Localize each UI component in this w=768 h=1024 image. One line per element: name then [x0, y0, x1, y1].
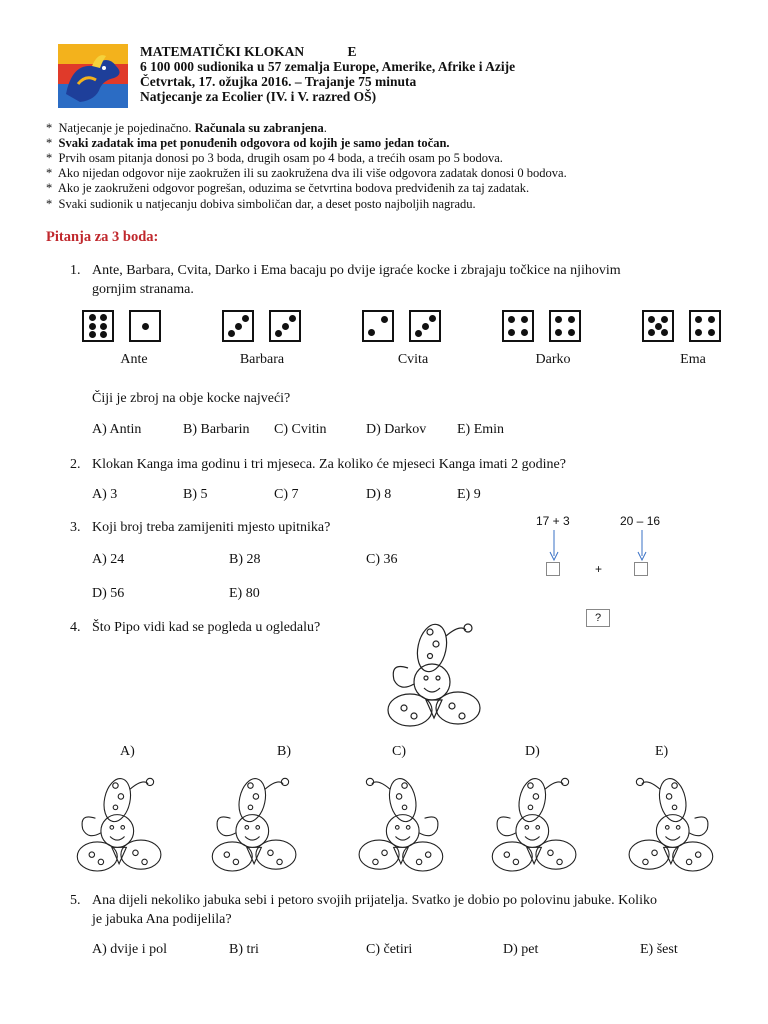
expr-right: 20 – 16 — [620, 514, 661, 528]
die-face — [269, 310, 301, 342]
answer-option[interactable]: B) Barbarin — [183, 422, 250, 437]
pip-dot — [100, 323, 107, 330]
pip-dot — [655, 323, 662, 330]
pip-dot — [100, 331, 107, 338]
pip-dot — [521, 316, 528, 323]
answer-option[interactable]: A) 3 — [92, 487, 118, 502]
pip-dot — [661, 316, 668, 323]
answer-option[interactable]: B) 28 — [229, 552, 261, 567]
result-box: ? — [586, 609, 610, 627]
category-letter: E — [347, 44, 357, 59]
answer-option[interactable]: D) 8 — [366, 487, 392, 502]
dice-label: Ema — [680, 352, 706, 367]
answer-option[interactable]: B) 5 — [183, 487, 208, 502]
section-title: Pitanja za 3 boda: — [46, 229, 159, 245]
question-number: 4. — [70, 620, 81, 635]
pip-dot — [142, 323, 149, 330]
die-face — [82, 310, 114, 342]
rule-item: * Svaki zadatak ima pet ponuđenih odgovora od kojih je samo jedan točan. — [46, 136, 450, 150]
question-number: 5. — [70, 893, 81, 908]
pip-dot — [100, 314, 107, 321]
die-face — [409, 310, 441, 342]
answer-option[interactable]: D) pet — [503, 942, 539, 957]
pip-dot — [568, 316, 575, 323]
pip-dot — [555, 316, 562, 323]
diagram-arrows — [540, 528, 660, 564]
pip-dot — [429, 315, 436, 322]
pip-dot — [708, 329, 715, 336]
answer-option[interactable]: E) 80 — [229, 586, 260, 601]
pip-dot — [661, 329, 668, 336]
answer-option[interactable]: C) 7 — [274, 487, 299, 502]
pip-dot — [228, 330, 235, 337]
question-number: 1. — [70, 263, 81, 278]
kangaroo-logo — [58, 44, 128, 108]
die-face — [362, 310, 394, 342]
pip-dot — [381, 316, 388, 323]
pip-dot — [89, 314, 96, 321]
dice-label: Darko — [535, 352, 571, 367]
blank-box — [546, 562, 560, 576]
answer-option[interactable]: D) Darkov — [366, 422, 427, 437]
answer-option[interactable]: E) Emin — [457, 422, 505, 437]
pip-dot — [289, 315, 296, 322]
answer-option[interactable]: E) 9 — [457, 487, 481, 502]
question-text: je jabuka Ana podijelila? — [92, 912, 232, 927]
date-line: Četvrtak, 17. ožujka 2016. – Trajanje 75 minuta — [140, 74, 417, 89]
pip-dot — [275, 330, 282, 337]
pip-dot — [555, 329, 562, 336]
pip-dot — [368, 329, 375, 336]
question-text: Koji broj treba zamijeniti mjesto upitnika? — [92, 520, 331, 535]
answer-option[interactable]: A) 24 — [92, 552, 125, 567]
dice-label: Ante — [120, 352, 148, 367]
pip-dot — [508, 329, 515, 336]
butterfly-clown-option[interactable] — [620, 766, 720, 876]
pip-dot — [89, 323, 96, 330]
answer-option[interactable]: B) tri — [229, 942, 259, 957]
answer-option[interactable]: B) — [277, 744, 291, 759]
pip-dot — [648, 329, 655, 336]
answer-option[interactable]: C) 36 — [366, 552, 398, 567]
question-text: gornjim stranama. — [92, 282, 194, 297]
pip-dot — [695, 329, 702, 336]
question-text: Klokan Kanga ima godinu i tri mjeseca. Za koliko će mjeseci Kanga imati 2 godine? — [92, 457, 566, 472]
rule-item: * Prvih osam pitanja donosi po 3 boda, drugih osam po 4 boda, a trećih osam po 5 bodova. — [46, 151, 503, 165]
question-text: Ante, Barbara, Cvita, Darko i Ema bacaju po dvije igraće kocke i zbrajaju točkice na njihovim — [92, 263, 621, 278]
question-text: Što Pipo vidi kad se pogleda u ogledalu? — [92, 620, 321, 635]
pip-dot — [242, 315, 249, 322]
butterfly-clown-original — [380, 612, 490, 730]
answer-option[interactable]: D) 56 — [92, 586, 125, 601]
die-face — [502, 310, 534, 342]
die-face — [129, 310, 161, 342]
answer-option[interactable]: D) — [525, 744, 540, 759]
contest-title: MATEMATIČKI KLOKAN — [140, 44, 305, 59]
rule-item: * Svaki sudionik u natjecanju dobiva simboličan dar, a deset posto najboljih nagradu. — [46, 197, 476, 211]
rule-item: * Ako nijedan odgovor nije zaokružen ili su zaokružena dva ili više odgovora zadatak donosi 0 bodova. — [46, 166, 567, 180]
dice-label: Barbara — [239, 352, 285, 367]
die-face — [549, 310, 581, 342]
plus-sign: + — [595, 562, 603, 576]
answer-option[interactable]: C) četiri — [366, 942, 413, 957]
pip-dot — [235, 323, 242, 330]
pip-dot — [422, 323, 429, 330]
die-face — [642, 310, 674, 342]
level-line: Natjecanje za Ecolier (IV. i V. razred OŠ) — [140, 89, 377, 104]
answer-option[interactable]: A) Antin — [92, 422, 142, 437]
answer-option[interactable]: A) dvije i pol — [92, 942, 168, 957]
answer-option[interactable]: A) — [120, 744, 135, 759]
pip-dot — [508, 316, 515, 323]
blank-box — [634, 562, 648, 576]
expr-left: 17 + 3 — [536, 514, 570, 528]
pip-dot — [415, 330, 422, 337]
dice-label: Cvita — [397, 352, 429, 367]
butterfly-clown-option[interactable] — [205, 766, 305, 876]
question-text: Čiji je zbroj na obje kocke najveći? — [92, 391, 291, 406]
question-number: 3. — [70, 520, 81, 535]
question-text: Ana dijeli nekoliko jabuka sebi i petoro svojih prijatelja. Svatko je dobio po polovinu jabuke. Koliko — [92, 893, 657, 908]
answer-option[interactable]: C) — [392, 744, 406, 759]
pip-dot — [521, 329, 528, 336]
participants-line: 6 100 000 sudionika u 57 zemalja Europe, Amerike, Afrike i Azije — [140, 59, 516, 74]
rule-item: * Ako je zaokruženi odgovor pogrešan, oduzima se četvrtina bodova predviđenih za taj zadatak. — [46, 181, 530, 195]
pip-dot — [695, 316, 702, 323]
butterfly-clown-option[interactable] — [350, 766, 450, 876]
answer-option[interactable]: E) šest — [640, 942, 678, 957]
rule-item: * Natjecanje je pojedinačno. Računala su zabranjena. — [46, 121, 327, 135]
answer-option[interactable]: C) Cvitin — [274, 422, 327, 437]
die-face — [689, 310, 721, 342]
die-face — [222, 310, 254, 342]
pip-dot — [708, 316, 715, 323]
butterfly-clown-option[interactable] — [70, 766, 170, 876]
pip-dot — [648, 316, 655, 323]
pip-dot — [282, 323, 289, 330]
answer-option[interactable]: E) — [655, 744, 669, 759]
pip-dot — [568, 329, 575, 336]
pip-dot — [89, 331, 96, 338]
question-number: 2. — [70, 457, 81, 472]
butterfly-clown-option[interactable] — [485, 766, 585, 876]
